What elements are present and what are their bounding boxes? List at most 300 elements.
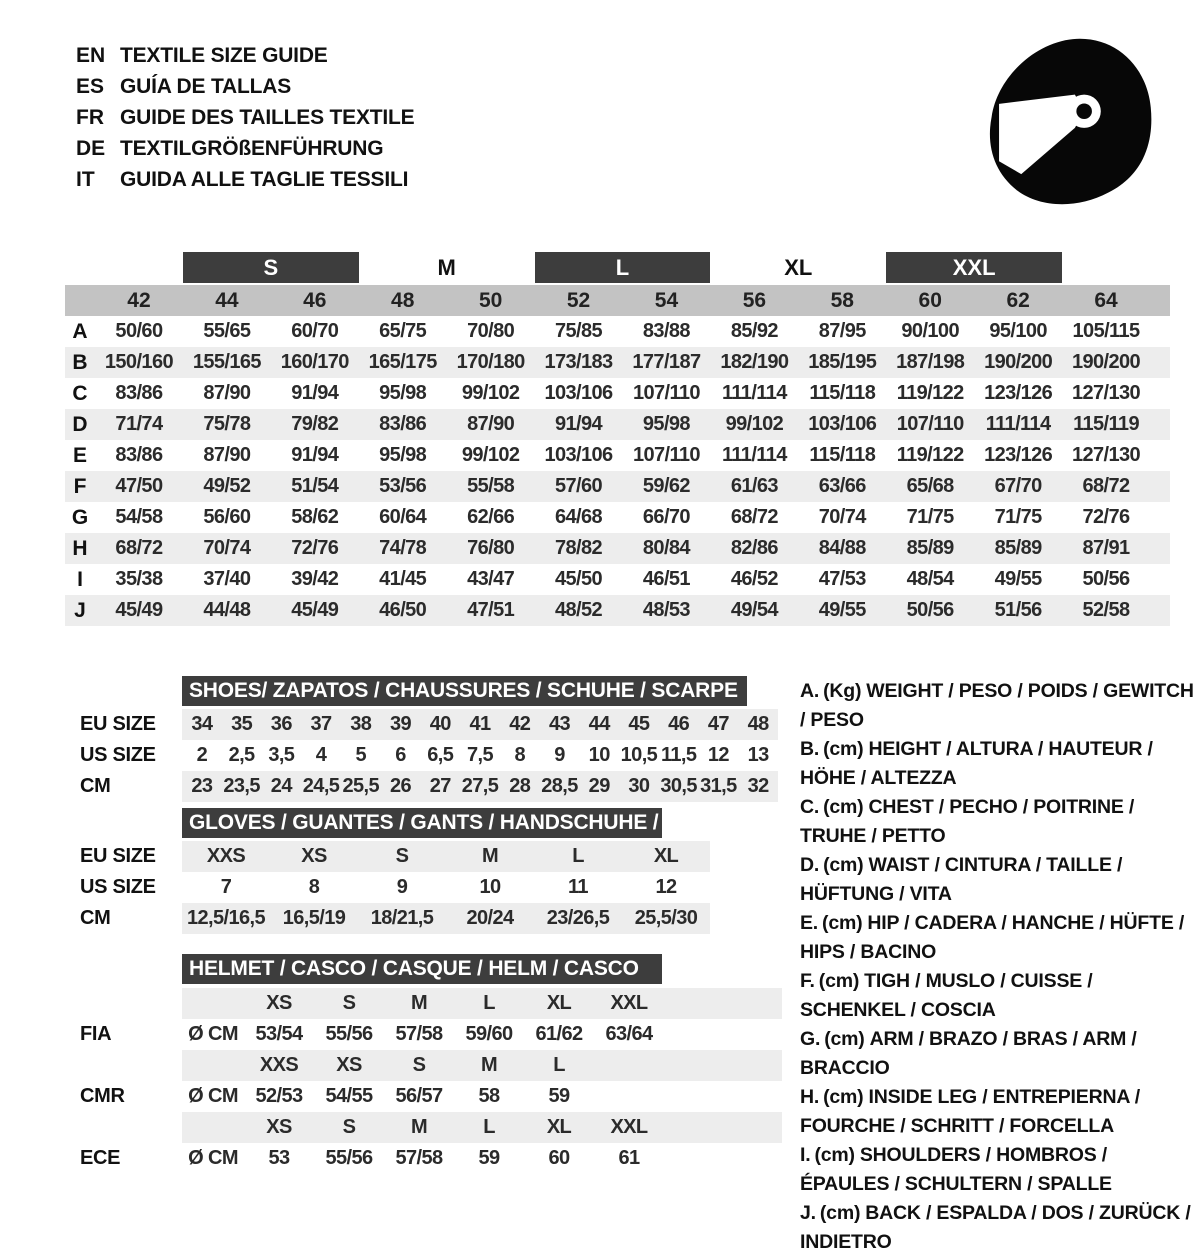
size-group-label: XXL — [886, 252, 1062, 283]
helmet-size-label: XL — [546, 992, 572, 1014]
helmet-table — [65, 954, 805, 1174]
shoes-rows — [65, 709, 805, 802]
size-value: 41 — [469, 713, 491, 735]
guide-title: GUÍA DE TALLAS — [120, 75, 292, 98]
helmet-size-value: 59/60 — [465, 1023, 513, 1045]
measurement-value: 63/66 — [818, 475, 866, 497]
legend-entry — [800, 793, 1198, 851]
size-value: 13 — [747, 744, 769, 766]
measurement-value: 57/60 — [555, 475, 603, 497]
measurement-value: 83/86 — [379, 413, 427, 435]
table-row — [65, 502, 1170, 533]
legend-text: TIGH / MUSLO / CUISSE / SCHENKEL / COSCIA — [800, 970, 1093, 1021]
legend-entry — [800, 909, 1198, 967]
gloves-rows — [65, 841, 805, 934]
measurement-value: 65/75 — [379, 320, 427, 342]
helmet-size-value: 54/55 — [325, 1085, 373, 1107]
size-value: 47 — [707, 713, 729, 735]
size-value: 34 — [191, 713, 213, 735]
row-letter: F — [73, 474, 87, 498]
measurement-value: 58/62 — [291, 506, 339, 528]
measurement-legend — [800, 677, 1198, 1257]
legend-text: BACK / ESPALDA / DOS / ZURÜCK / INDIETRO — [800, 1202, 1191, 1253]
legend-key: H. — [800, 1086, 820, 1108]
measurement-value: 95/98 — [379, 444, 427, 466]
measurement-value: 56/60 — [203, 506, 251, 528]
measurement-value: 107/110 — [632, 382, 700, 404]
table-row — [65, 471, 1170, 502]
size-group-row — [65, 252, 1170, 283]
size-value: 11,5 — [660, 744, 697, 766]
measurement-value: 87/95 — [818, 320, 866, 342]
legend-entry — [800, 1141, 1198, 1199]
table-row — [65, 564, 1170, 595]
measurement-value: 61/63 — [730, 475, 778, 497]
measurement-value: 190/200 — [984, 351, 1053, 373]
measurement-value: 99/102 — [725, 413, 784, 435]
legend-text: CHEST / PECHO / POITRINE / TRUHE / PETTO — [800, 796, 1135, 847]
table-row — [65, 533, 1170, 564]
table-row — [65, 872, 805, 903]
standard-label: ECE — [80, 1147, 121, 1169]
measurement-value: 87/90 — [203, 382, 251, 404]
size-number: 56 — [742, 288, 767, 312]
helmet-size-label: XS — [336, 1054, 362, 1076]
measurement-value: 111/114 — [985, 413, 1051, 435]
language-row — [76, 133, 414, 164]
measurement-value: 52/58 — [1082, 599, 1130, 621]
size-value: 18/21,5 — [370, 907, 434, 929]
helmet-size-value: 59 — [548, 1085, 570, 1107]
row-cells — [182, 1143, 782, 1174]
measurement-value: 47/51 — [467, 599, 515, 621]
row-label-spacer — [65, 1112, 182, 1143]
guide-title: TEXTILE SIZE GUIDE — [120, 44, 328, 67]
size-value: 9 — [554, 744, 565, 766]
helmet-size-value: 56/57 — [395, 1085, 443, 1107]
legend-unit: (cm) — [823, 854, 864, 876]
size-value: 10 — [588, 744, 610, 766]
table-row — [65, 595, 1170, 626]
size-value: 7 — [220, 876, 232, 898]
measurement-value: 99/102 — [461, 382, 520, 404]
row-letter: J — [74, 598, 86, 622]
legend-entry — [800, 1025, 1198, 1083]
helmet-table-title: HELMET / CASCO / CASQUE / HELM / CASCO — [182, 954, 662, 984]
size-group-label: XL — [784, 254, 813, 280]
legend-text: SHOULDERS / HOMBROS / ÉPAULES / SCHULTERN / SPALLE — [800, 1144, 1112, 1195]
row-cells — [182, 1050, 782, 1081]
measurement-value: 64/68 — [555, 506, 603, 528]
measurement-value: 48/52 — [555, 599, 603, 621]
measurement-value: 182/190 — [720, 351, 789, 373]
helmet-size-label: XXL — [610, 992, 648, 1014]
shoes-table — [65, 676, 805, 802]
measurement-value: 83/86 — [115, 382, 163, 404]
row-letter: G — [71, 505, 89, 529]
gloves-table-title: GLOVES / GUANTES / GANTS / HANDSCHUHE / GUANTI — [182, 808, 662, 838]
helmet-size-label: XXS — [259, 1054, 299, 1076]
row-letter: B — [72, 350, 88, 374]
language-code: IT — [76, 168, 95, 191]
row-cells — [182, 709, 778, 740]
legend-text: WEIGHT / PESO / POIDS / GEWITCH / PESO — [800, 680, 1194, 731]
size-value: 6,5 — [427, 744, 454, 766]
measurement-value: 111/114 — [721, 382, 787, 404]
legend-entry — [800, 851, 1198, 909]
measurement-value: 65/68 — [906, 475, 954, 497]
measurement-value: 51/54 — [291, 475, 339, 497]
size-value: 6 — [395, 744, 406, 766]
legend-text: INSIDE LEG / ENTREPIERNA / FOURCHE / SCHRITT / FORCELLA — [800, 1086, 1140, 1137]
measurement-value: 85/89 — [994, 537, 1042, 559]
helmet-size-band — [65, 988, 805, 1019]
helmet-size-label: M — [410, 1116, 428, 1138]
language-title-list — [76, 40, 414, 195]
legend-unit: (cm) — [814, 1144, 855, 1166]
legend-key: D. — [800, 854, 820, 876]
shoes-table-title: SHOES/ ZAPATOS / CHAUSSURES / SCHUHE / SCARPE — [182, 676, 747, 706]
legend-unit: (cm) — [823, 738, 864, 760]
measurement-value: 87/91 — [1082, 537, 1130, 559]
legend-entry — [800, 677, 1198, 735]
measurement-value: 45/49 — [115, 599, 163, 621]
measurement-value: 50/56 — [906, 599, 954, 621]
measurement-value: 95/100 — [989, 320, 1047, 342]
language-code: DE — [76, 137, 106, 160]
helmet-size-band — [65, 1050, 805, 1081]
measurement-value: 49/54 — [730, 599, 778, 621]
diameter-unit-label: Ø CM — [188, 1023, 238, 1045]
legend-entry — [800, 1083, 1198, 1141]
helmet-size-label: XXL — [610, 1116, 648, 1138]
helmet-size-label: S — [342, 1116, 356, 1138]
legend-key: E. — [800, 912, 819, 934]
size-value: 28,5 — [541, 775, 578, 797]
measurement-value: 83/88 — [642, 320, 690, 342]
measurement-value: 49/52 — [203, 475, 251, 497]
measurement-value: 71/74 — [115, 413, 163, 435]
size-value: XS — [301, 845, 327, 867]
measurement-value: 54/58 — [115, 506, 163, 528]
measurement-value: 62/66 — [467, 506, 515, 528]
size-value: 12 — [655, 876, 677, 898]
standard-label: CMR — [80, 1085, 125, 1107]
table-row — [65, 440, 1170, 471]
legend-unit: (cm) — [823, 796, 864, 818]
size-value: 28 — [509, 775, 531, 797]
measurement-value: 72/76 — [1082, 506, 1130, 528]
size-value: 27 — [429, 775, 451, 797]
measurement-value: 71/75 — [906, 506, 954, 528]
row-cells — [182, 771, 778, 802]
helmet-size-value: 53 — [268, 1147, 290, 1169]
row-label: EU SIZE — [80, 845, 156, 867]
row-label: CM — [80, 775, 111, 797]
measurement-value: 177/187 — [632, 351, 701, 373]
size-number: 44 — [215, 288, 239, 312]
measurement-value: 127/130 — [1071, 444, 1141, 466]
table-row — [65, 771, 805, 802]
measurement-value: 111/114 — [721, 444, 787, 466]
measurement-value: 46/52 — [730, 568, 778, 590]
size-number: 46 — [303, 288, 327, 312]
row-label: EU SIZE — [80, 713, 156, 735]
helmet-size-value: 61 — [618, 1147, 640, 1169]
legend-unit: (Kg) — [823, 680, 862, 702]
measurement-value: 72/76 — [291, 537, 339, 559]
row-label: US SIZE — [80, 876, 156, 898]
measurement-value: 48/54 — [906, 568, 954, 590]
measurement-value: 127/130 — [1071, 382, 1141, 404]
measurement-value: 55/65 — [203, 320, 251, 342]
legend-key: B. — [800, 738, 820, 760]
measurement-value: 83/86 — [115, 444, 163, 466]
measurement-value: 103/106 — [808, 413, 877, 435]
size-number: 48 — [391, 288, 415, 312]
legend-unit: (cm) — [818, 970, 860, 992]
measurement-value: 103/106 — [544, 444, 613, 466]
helmet-size-band — [65, 1112, 805, 1143]
measurement-value: 43/47 — [467, 568, 515, 590]
measurement-value: 70/74 — [818, 506, 866, 528]
standard-label: FIA — [80, 1023, 112, 1045]
size-value: 10,5 — [620, 744, 658, 766]
legend-key: C. — [800, 796, 820, 818]
size-value: 4 — [315, 744, 327, 766]
legend-text: ARM / BRAZO / BRAS / ARM / BRACCIO — [800, 1028, 1137, 1079]
size-value: 10 — [479, 876, 501, 898]
size-group-label: M — [437, 254, 456, 280]
measurement-value: 39/42 — [291, 568, 339, 590]
legend-text: WAIST / CINTURA / TAILLE / HÜFTUNG / VITA — [800, 854, 1123, 905]
helmet-size-value: 63/64 — [605, 1023, 653, 1045]
size-value: 9 — [396, 876, 408, 898]
measurement-value: 37/40 — [203, 568, 251, 590]
row-cells — [182, 903, 710, 934]
size-value: 46 — [668, 713, 690, 735]
size-group-label: S — [183, 252, 359, 283]
size-number: 52 — [566, 288, 591, 312]
helmet-size-value: 60 — [548, 1147, 570, 1169]
legend-entry — [800, 1199, 1198, 1257]
measurement-value: 75/85 — [555, 320, 603, 342]
row-letter: I — [77, 567, 83, 591]
helmet-size-label: L — [483, 1116, 495, 1138]
size-value: 25,5 — [342, 775, 380, 797]
measurement-value: 91/94 — [291, 444, 339, 466]
helmet-size-value: 55/56 — [325, 1147, 373, 1169]
measurement-value: 59/62 — [642, 475, 690, 497]
measurement-value: 187/198 — [896, 351, 965, 373]
size-number: 54 — [654, 288, 679, 312]
helmet-size-value: 57/58 — [395, 1023, 443, 1045]
size-value: 12,5/16,5 — [186, 907, 265, 929]
measurement-value: 85/89 — [906, 537, 954, 559]
size-value: 11 — [568, 876, 588, 898]
language-code: FR — [76, 106, 104, 129]
helmet-size-label: M — [480, 1054, 498, 1076]
measurement-value: 75/78 — [203, 413, 251, 435]
measurement-value: 53/56 — [379, 475, 427, 497]
size-value: 12 — [707, 744, 729, 766]
row-label: CM — [80, 907, 111, 929]
size-value: S — [395, 845, 409, 867]
measurement-value: 49/55 — [818, 599, 866, 621]
measurement-value: 119/122 — [896, 382, 964, 404]
measurement-value: 155/165 — [192, 351, 261, 373]
size-value: 27,5 — [461, 775, 499, 797]
size-value: 37 — [310, 713, 332, 735]
table-row — [65, 841, 805, 872]
measurement-value: 160/170 — [280, 351, 349, 373]
measurement-value: 47/50 — [115, 475, 163, 497]
size-value: 8 — [514, 744, 525, 766]
measurement-value: 123/126 — [984, 444, 1053, 466]
table-row — [65, 903, 805, 934]
row-cells — [182, 988, 782, 1019]
size-value: 38 — [350, 713, 372, 735]
size-group-label: L — [535, 252, 711, 283]
helmet-rows — [65, 988, 805, 1174]
measurement-value: 190/200 — [1071, 351, 1141, 373]
measurement-value: 70/80 — [467, 320, 515, 342]
size-value: 32 — [747, 775, 769, 797]
diameter-unit-label: Ø CM — [188, 1085, 238, 1107]
row-cells — [182, 740, 778, 771]
measurement-value: 79/82 — [291, 413, 339, 435]
row-cells — [182, 872, 710, 903]
helmet-size-label: XL — [546, 1116, 572, 1138]
helmet-value-row — [65, 1081, 805, 1112]
size-value: 35 — [231, 713, 253, 735]
size-value: 24,5 — [302, 775, 340, 797]
measurement-value: 165/175 — [368, 351, 437, 373]
size-value: XL — [653, 845, 679, 867]
helmet-size-label: M — [410, 992, 428, 1014]
measurement-value: 185/195 — [808, 351, 877, 373]
size-value: M — [481, 845, 499, 867]
measurement-value: 74/78 — [379, 537, 427, 559]
measurement-value: 115/118 — [809, 444, 876, 466]
measurement-value: 76/80 — [467, 537, 515, 559]
row-label-spacer — [65, 1050, 182, 1081]
helmet-value-row — [65, 1143, 805, 1174]
measurement-value: 123/126 — [984, 382, 1053, 404]
size-value: 30,5 — [660, 775, 697, 797]
row-letter: D — [72, 412, 88, 436]
measurement-value: 44/48 — [203, 599, 251, 621]
helmet-size-value: 59 — [478, 1147, 500, 1169]
measurement-value: 41/45 — [379, 568, 427, 590]
size-value: 29 — [588, 775, 610, 797]
measurement-value: 119/122 — [896, 444, 964, 466]
size-value: 16,5/19 — [282, 907, 346, 929]
measurement-value: 45/49 — [291, 599, 339, 621]
size-value: 48 — [747, 713, 769, 735]
measurement-value: 91/94 — [291, 382, 339, 404]
row-cells — [182, 1019, 782, 1050]
size-value: 20/24 — [466, 907, 514, 929]
measurement-value: 103/106 — [544, 382, 613, 404]
measurement-value: 85/92 — [730, 320, 778, 342]
legend-text: HEIGHT / ALTURA / HAUTEUR / HÖHE / ALTEZZA — [800, 738, 1153, 789]
language-code: ES — [76, 75, 105, 98]
size-value: 39 — [390, 713, 412, 735]
size-value: 24 — [270, 775, 292, 797]
language-code: EN — [76, 44, 106, 67]
measurement-value: 95/98 — [379, 382, 427, 404]
helmet-size-label: L — [483, 992, 495, 1014]
footwear-accessory-tables — [65, 676, 805, 1174]
size-value: 45 — [628, 713, 650, 735]
legend-entry — [800, 967, 1198, 1025]
table-row — [65, 740, 805, 771]
measurement-value: 87/90 — [467, 413, 515, 435]
size-value: 8 — [308, 876, 320, 898]
measurement-value: 115/118 — [809, 382, 876, 404]
measurement-value: 90/100 — [901, 320, 959, 342]
table-row — [65, 709, 805, 740]
row-letter: H — [72, 536, 88, 560]
size-value: 5 — [355, 744, 367, 766]
row-label-spacer — [65, 988, 182, 1019]
measurement-value: 66/70 — [642, 506, 690, 528]
measurement-value: 49/55 — [994, 568, 1042, 590]
measurement-rows — [65, 316, 1170, 626]
language-row — [76, 71, 414, 102]
legend-entry — [800, 735, 1198, 793]
size-numbers-row — [65, 285, 1170, 316]
legend-key: A. — [800, 680, 820, 702]
measurement-value: 60/70 — [291, 320, 339, 342]
size-value: 30 — [628, 775, 650, 797]
measurement-value: 82/86 — [730, 537, 778, 559]
helmet-size-label: S — [412, 1054, 426, 1076]
measurement-value: 105/115 — [1072, 320, 1140, 342]
helmet-size-value: 58 — [478, 1085, 500, 1107]
legend-unit: (cm) — [819, 1202, 861, 1224]
helmet-size-label: S — [342, 992, 356, 1014]
legend-key: I. — [800, 1144, 811, 1166]
size-number: 64 — [1094, 288, 1118, 312]
guide-title: TEXTILGRÖßENFÜHRUNG — [120, 137, 384, 160]
measurement-value: 60/64 — [379, 506, 427, 528]
size-number: 42 — [127, 288, 151, 312]
legend-text: HIP / CADERA / HANCHE / HÜFTE / HIPS / BACINO — [800, 912, 1185, 963]
size-value: 31,5 — [700, 775, 737, 797]
measurement-value: 46/50 — [379, 599, 427, 621]
measurement-value: 84/88 — [818, 537, 866, 559]
legend-unit: (cm) — [823, 1086, 864, 1108]
size-value: XXS — [206, 845, 246, 867]
measurement-value: 170/180 — [456, 351, 525, 373]
row-cells — [182, 1081, 782, 1112]
gloves-table — [65, 808, 805, 934]
measurement-value: 115/119 — [1073, 413, 1139, 435]
size-value: 25,5/30 — [634, 907, 698, 929]
helmet-size-value: 55/56 — [325, 1023, 373, 1045]
size-number: 50 — [478, 288, 503, 312]
helmet-size-value: 61/62 — [535, 1023, 583, 1045]
measurement-value: 80/84 — [642, 537, 690, 559]
size-value: 42 — [509, 713, 531, 735]
language-row — [76, 102, 414, 133]
size-value: 7,5 — [466, 744, 493, 766]
helmet-size-value: 52/53 — [255, 1085, 303, 1107]
racing-helmet-icon — [975, 28, 1160, 213]
measurement-value: 70/74 — [203, 537, 251, 559]
